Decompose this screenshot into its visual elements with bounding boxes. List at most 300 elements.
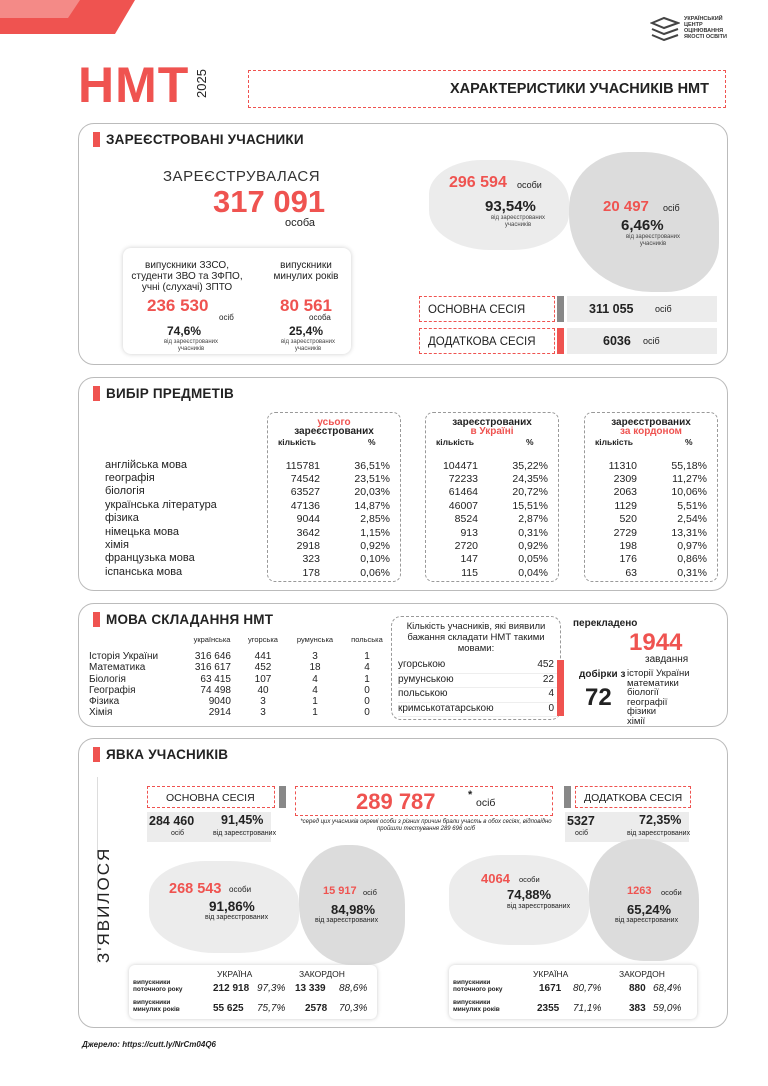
group2-note: від зареєстрованих учасників xyxy=(280,339,336,352)
subject-value-row xyxy=(430,472,554,485)
subject-ua-pct: 0,92% xyxy=(518,540,548,553)
registered-card xyxy=(78,123,728,365)
subject-value-row xyxy=(589,513,713,526)
language-subject: Географія xyxy=(89,684,136,696)
language-subject: Фізика xyxy=(89,696,120,708)
att-extra-ua-value: 4064 xyxy=(481,871,510,886)
att-main-r1-ua-pct: 97,3% xyxy=(257,983,286,994)
sets-subject: географії xyxy=(627,696,668,708)
registered-total: 317 091 xyxy=(213,184,326,219)
att-total-unit: осіб xyxy=(476,797,496,809)
extra-session-label: ДОДАТКОВА СЕСІЯ xyxy=(428,336,536,348)
att-main-note: від зареєстрованих xyxy=(213,830,277,837)
attended-vertical-label: З'ЯВИЛОСЯ xyxy=(94,846,113,963)
language-count: 3 xyxy=(312,651,318,663)
language-count: 4 xyxy=(364,662,370,674)
wish-list xyxy=(398,659,558,717)
att-extra-abroad-pct: 65,24% xyxy=(627,902,672,917)
subject-ua-pct: 15,51% xyxy=(512,499,548,512)
language-count: 1 xyxy=(312,696,318,708)
logo-line-2: ЦЕНТР xyxy=(684,22,703,28)
col1-title-a: усього xyxy=(317,417,351,428)
att-extra-label: ДОДАТКОВА СЕСІЯ xyxy=(584,792,683,804)
header-title-box xyxy=(248,70,726,108)
language-count: 3 xyxy=(260,707,266,719)
subject-ua-qty: 147 xyxy=(460,553,478,566)
group2-unit: особа xyxy=(309,313,331,322)
subject-abroad-pct: 2,54% xyxy=(677,513,707,526)
subject-value-row xyxy=(272,459,396,472)
corner-decoration xyxy=(0,0,135,40)
att-main-r2-ua-pct: 75,7% xyxy=(257,1003,286,1014)
abroad-unit: осіб xyxy=(663,203,680,213)
sets-subject: математики xyxy=(627,677,679,689)
subject-name: географія xyxy=(105,472,155,485)
language-row xyxy=(89,651,391,662)
language-count: 40 xyxy=(257,684,269,696)
ukraine-pct: 93,54% xyxy=(485,198,536,215)
att-extra-r1-abroad: 880 xyxy=(629,983,646,994)
subject-value-row xyxy=(430,553,554,566)
language-count: 3 xyxy=(260,696,266,708)
att-extra-col-abroad: ЗАКОРДОН xyxy=(619,969,665,979)
subject-total-qty: 63527 xyxy=(290,486,320,499)
source-link[interactable]: Джерело: https://cutt.ly/NrCm04Q6 xyxy=(82,1040,216,1049)
subject-row xyxy=(105,525,217,538)
subjects-total-box xyxy=(267,412,401,582)
subject-total-qty: 3642 xyxy=(296,526,320,539)
subjects-card xyxy=(78,377,728,591)
language-count: 1 xyxy=(364,673,370,685)
subject-abroad-qty: 11310 xyxy=(608,459,637,472)
att-extra-breakdown xyxy=(449,965,697,1019)
languages-card xyxy=(78,603,728,727)
language-count: 0 xyxy=(364,696,370,708)
att-extra-ua-pct: 74,88% xyxy=(507,887,552,902)
lang-header-ua: українська xyxy=(193,635,231,645)
extra-session-box xyxy=(419,328,555,354)
subject-name: німецька мова xyxy=(105,525,179,538)
group2-value: 80 561 xyxy=(280,296,332,315)
subject-ua-pct: 35,22% xyxy=(512,459,548,472)
logo-line-4: ЯКОСТІ ОСВІТИ xyxy=(684,34,727,40)
translated-value: 1944 xyxy=(629,629,683,656)
translated-label: перекладено xyxy=(573,618,638,629)
wish-title: Кількість учасників, які виявили бажання складати НМТ такими мовами: xyxy=(406,621,546,654)
language-count: 0 xyxy=(364,684,370,696)
subject-value-row xyxy=(272,499,396,512)
col3-pct-label: % xyxy=(685,437,693,447)
att-main-ua-pct: 91,86% xyxy=(209,899,255,914)
group1-note: від зареєстрованих учасників xyxy=(163,339,219,352)
col1-pct-label: % xyxy=(368,437,376,447)
lang-header-hu: угорська xyxy=(248,635,278,645)
registered-label: ЗАРЕЄСТРУВАЛАСЯ xyxy=(163,168,321,185)
col1-qty-label: кількість xyxy=(278,437,316,447)
subject-abroad-pct: 10,06% xyxy=(671,486,707,499)
group1-unit: осіб xyxy=(219,313,234,322)
subject-value-row xyxy=(589,472,713,485)
subjects-ua-box xyxy=(425,412,559,582)
sets-subject: хімії xyxy=(627,715,646,727)
subject-value-row xyxy=(430,499,554,512)
subject-total-qty: 323 xyxy=(302,553,320,566)
subject-value-row xyxy=(589,553,713,566)
att-main-r2-abroad-pct: 70,3% xyxy=(339,1003,368,1014)
att-extra-europe-map xyxy=(589,839,699,961)
att-main-ua-note: від зареєстрованих xyxy=(205,914,269,921)
subject-total-qty: 74542 xyxy=(290,473,320,486)
wish-item xyxy=(398,703,558,718)
sets-subjects-list xyxy=(627,669,690,726)
subject-value-row xyxy=(589,539,713,552)
att-main-col-ua: УКРАЇНА xyxy=(217,969,253,979)
att-main-row1-label: випускники поточного року xyxy=(133,979,183,993)
att-extra-abroad-unit: особи xyxy=(661,888,682,897)
att-main-value: 284 460 xyxy=(149,814,195,828)
subjects-total-table xyxy=(272,459,396,580)
att-main-ua-unit: особи xyxy=(229,885,252,894)
logo-line-3: ОЦІНЮВАННЯ xyxy=(684,28,724,34)
language-count: 63 415 xyxy=(200,673,231,685)
logo-line-1: УКРАЇНСЬКИЙ xyxy=(684,16,723,22)
att-extra-abroad-value: 1263 xyxy=(627,885,652,897)
subject-row xyxy=(105,552,217,565)
subject-total-pct: 1,15% xyxy=(360,526,390,539)
att-main-abroad-pct: 84,98% xyxy=(331,902,376,917)
subject-ua-qty: 46007 xyxy=(448,499,478,512)
subject-value-row xyxy=(272,553,396,566)
subject-value-row xyxy=(589,526,713,539)
wish-box xyxy=(391,616,561,720)
language-row xyxy=(89,662,391,673)
subject-ua-pct: 24,35% xyxy=(512,473,548,486)
subject-total-qty: 47136 xyxy=(290,499,320,512)
sets-value: 72 xyxy=(585,684,612,711)
language-count: 18 xyxy=(309,662,321,674)
att-extra-ua-unit: особи xyxy=(519,875,540,884)
subject-abroad-pct: 0,31% xyxy=(677,566,707,579)
att-main-pct: 91,45% xyxy=(221,813,264,827)
subject-abroad-qty: 1129 xyxy=(614,499,637,512)
language-count: 2914 xyxy=(208,707,231,719)
subject-abroad-qty: 176 xyxy=(619,553,637,566)
att-extra-abroad-note: від зареєстрованих xyxy=(615,917,679,924)
subject-value-row xyxy=(589,486,713,499)
subject-ua-qty: 2720 xyxy=(454,540,478,553)
subject-value-row xyxy=(272,513,396,526)
col2-title-a: зареєстрованих xyxy=(452,417,532,428)
subject-row xyxy=(105,471,217,484)
att-main-abroad-note: від зареєстрованих xyxy=(315,917,379,924)
group2-pct: 25,4% xyxy=(289,324,324,338)
extra-session-value: 6036 xyxy=(603,334,631,348)
language-count: 452 xyxy=(254,662,272,674)
subject-value-row xyxy=(272,526,396,539)
languages-section-title: МОВА СКЛАДАННЯ НМТ xyxy=(93,612,273,627)
subject-value-row xyxy=(430,566,554,579)
language-count: 4 xyxy=(312,673,318,685)
sets-subject: історії України xyxy=(627,668,690,679)
language-count: 1 xyxy=(364,651,370,663)
wish-item xyxy=(398,688,558,703)
subject-value-row xyxy=(430,459,554,472)
language-row xyxy=(89,707,391,718)
subject-value-row xyxy=(430,526,554,539)
subject-row xyxy=(105,512,217,525)
wish-item xyxy=(398,674,558,689)
subject-total-pct: 14,87% xyxy=(354,499,390,512)
col3-title-b: за кордоном xyxy=(620,426,682,437)
group2-label: випускники минулих років xyxy=(273,260,339,282)
subject-abroad-pct: 55,18% xyxy=(671,459,707,472)
wish-count: 4 xyxy=(548,688,554,699)
wish-count: 22 xyxy=(542,673,554,685)
wish-count: 0 xyxy=(548,702,554,714)
att-main-abroad-unit: осіб xyxy=(363,888,377,897)
registered-section-title: ЗАРЕЄСТРОВАНІ УЧАСНИКИ xyxy=(93,132,304,147)
att-main-col-abroad: ЗАКОРДОН xyxy=(299,969,345,979)
att-main-r2-abroad: 2578 xyxy=(305,1003,328,1014)
translated-unit: завдання xyxy=(645,654,689,665)
brand-year: 2025 xyxy=(194,69,209,98)
logo-icon xyxy=(650,15,680,41)
vertical-label-wrap xyxy=(94,777,117,963)
language-count: 441 xyxy=(254,651,272,663)
att-main-r1-abroad-pct: 88,6% xyxy=(339,983,368,994)
abroad-note: від зареєстрованих учасників xyxy=(625,234,681,247)
subject-row xyxy=(105,498,217,511)
subject-abroad-pct: 0,86% xyxy=(677,553,707,566)
subject-total-pct: 0,06% xyxy=(360,566,390,579)
subject-name: іспанська мова xyxy=(105,565,183,578)
wish-count: 452 xyxy=(537,659,554,670)
languages-table xyxy=(89,634,391,718)
group1-label: випускники ЗЗСО, студенти ЗВО та ЗФПО, учні (слухачі) ЗПТО xyxy=(131,260,243,293)
att-total-star: * xyxy=(468,789,473,801)
main-session-divider xyxy=(557,296,564,322)
att-extra-r1-ua: 1671 xyxy=(539,983,562,994)
subject-value-row xyxy=(272,566,396,579)
subject-value-row xyxy=(430,486,554,499)
att-extra-r2-abroad-pct: 59,0% xyxy=(653,1003,682,1014)
att-extra-r2-ua-pct: 71,1% xyxy=(573,1003,602,1014)
abroad-value: 20 497 xyxy=(603,198,649,215)
att-main-r2-ua: 55 625 xyxy=(213,1003,244,1014)
subject-abroad-qty: 2309 xyxy=(613,473,637,486)
subject-value-row xyxy=(589,566,713,579)
ukraine-note: від зареєстрованих учасників xyxy=(490,215,546,228)
att-extra-row1-label: випускники поточного року xyxy=(453,979,503,993)
subject-abroad-qty: 198 xyxy=(619,540,637,553)
subject-row xyxy=(105,565,217,578)
subject-name: англійська мова xyxy=(105,458,187,471)
att-main-r1-abroad: 13 339 xyxy=(295,983,326,994)
main-session-unit: осіб xyxy=(655,304,672,314)
subject-ua-pct: 2,87% xyxy=(518,513,548,526)
main-session-value: 311 055 xyxy=(589,302,634,316)
subject-ua-qty: 104471 xyxy=(442,459,478,472)
extra-session-unit: осіб xyxy=(643,336,660,346)
attendance-section-title: ЯВКА УЧАСНИКІВ xyxy=(93,747,228,762)
extra-session-divider xyxy=(557,328,564,354)
subject-total-qty: 2918 xyxy=(296,540,320,553)
subject-name: французька мова xyxy=(105,552,195,565)
subject-ua-pct: 20,72% xyxy=(512,486,548,499)
subject-ua-pct: 0,04% xyxy=(518,566,548,579)
subject-abroad-qty: 2729 xyxy=(613,526,637,539)
att-total-box xyxy=(295,786,553,816)
language-row xyxy=(89,674,391,685)
main-session-value-box xyxy=(567,296,717,322)
language-count: 316 617 xyxy=(194,662,231,674)
subject-total-pct: 20,03% xyxy=(354,486,390,499)
att-main-ua-value: 268 543 xyxy=(169,881,222,897)
lang-header-ro: румунська xyxy=(296,635,334,645)
subject-ua-qty: 61464 xyxy=(448,486,478,499)
language-subject: Хімія xyxy=(89,707,113,719)
brand-year-wrap xyxy=(196,62,210,110)
subject-name: українська література xyxy=(105,498,217,511)
subject-total-pct: 2,85% xyxy=(360,513,390,526)
att-extra-col-ua: УКРАЇНА xyxy=(533,969,569,979)
att-main-abroad-value: 15 917 xyxy=(323,885,357,897)
subject-total-qty: 178 xyxy=(302,566,320,579)
att-extra-r2-ua: 2355 xyxy=(537,1003,560,1014)
wish-accent xyxy=(557,660,564,716)
wish-language: румунською xyxy=(398,673,454,685)
ukraine-value: 296 594 xyxy=(449,174,507,191)
att-extra-pct: 72,35% xyxy=(639,813,682,827)
group1-value: 236 530 xyxy=(147,296,209,315)
wish-language: польською xyxy=(398,688,448,699)
language-count: 74 498 xyxy=(200,684,231,696)
col2-qty-label: кількість xyxy=(436,437,474,447)
subject-abroad-qty: 2063 xyxy=(613,486,637,499)
main-session-box xyxy=(419,296,555,322)
att-extra-r1-abroad-pct: 68,4% xyxy=(653,983,682,994)
subject-row xyxy=(105,485,217,498)
page-title: ХАРАКТЕРИСТИКИ УЧАСНИКІВ НМТ xyxy=(449,81,709,97)
att-main-box xyxy=(147,786,275,808)
language-subject: Історія України xyxy=(89,651,159,663)
main-session-label: ОСНОВНА СЕСІЯ xyxy=(428,304,526,316)
subject-ua-pct: 0,31% xyxy=(518,526,548,539)
language-row xyxy=(89,685,391,696)
att-extra-ua-note: від зареєстрованих xyxy=(507,903,571,910)
subject-abroad-qty: 520 xyxy=(619,513,637,526)
language-count: 1 xyxy=(312,707,318,719)
att-extra-note: від зареєстрованих xyxy=(627,830,691,837)
language-count: 0 xyxy=(364,707,370,719)
subject-abroad-pct: 13,31% xyxy=(671,526,707,539)
subject-total-pct: 23,51% xyxy=(354,473,390,486)
att-main-r1-ua: 212 918 xyxy=(213,983,250,994)
subject-value-row xyxy=(589,459,713,472)
subject-abroad-pct: 5,51% xyxy=(677,499,707,512)
wish-language: кримськотатарською xyxy=(398,702,494,714)
subject-ua-qty: 8524 xyxy=(454,513,478,526)
subject-value-row xyxy=(589,499,713,512)
subject-name: хімія xyxy=(105,539,129,552)
extra-session-value-box xyxy=(567,328,717,354)
wish-item xyxy=(398,659,558,674)
att-main-unit: осіб xyxy=(171,830,184,837)
registered-groups-box xyxy=(123,248,351,354)
subject-ua-qty: 72233 xyxy=(448,473,478,486)
subjects-section-title: ВИБІР ПРЕДМЕТІВ xyxy=(93,386,234,401)
ukraine-unit: особи xyxy=(517,180,542,190)
att-main-row2-label: випускники минулих років xyxy=(133,999,180,1013)
att-main-breakdown xyxy=(129,965,377,1019)
att-extra-unit: осіб xyxy=(575,830,588,837)
att-main-divider xyxy=(279,786,286,808)
language-count: 316 646 xyxy=(194,651,231,663)
col1-title-b: зареєстрованих xyxy=(294,426,374,437)
subject-ua-qty: 913 xyxy=(460,526,478,539)
subject-value-row xyxy=(272,539,396,552)
att-main-label: ОСНОВНА СЕСІЯ xyxy=(166,792,255,804)
subject-row xyxy=(105,538,217,551)
subject-name: біологія xyxy=(105,485,145,498)
language-count: 9040 xyxy=(208,696,231,708)
att-extra-r1-ua-pct: 80,7% xyxy=(573,983,602,994)
attendance-card xyxy=(78,738,728,1028)
wish-language: угорською xyxy=(398,659,446,670)
language-count: 107 xyxy=(254,673,272,685)
att-total-value: 289 787 xyxy=(356,789,436,814)
col3-qty-label: кількість xyxy=(595,437,633,447)
language-count: 4 xyxy=(312,684,318,696)
sets-subject: біології xyxy=(627,687,659,698)
subjects-ua-table xyxy=(430,459,554,580)
subject-abroad-pct: 0,97% xyxy=(677,540,707,553)
subject-total-pct: 0,92% xyxy=(360,540,390,553)
subject-abroad-qty: 63 xyxy=(625,566,637,579)
att-extra-box xyxy=(575,786,691,808)
brand-title: НМТ xyxy=(78,57,190,113)
ucoz-logo xyxy=(650,15,727,41)
registered-unit: особа xyxy=(285,217,316,229)
lang-header-pl: польська xyxy=(351,635,383,645)
subject-value-row xyxy=(272,472,396,485)
abroad-pct: 6,46% xyxy=(621,217,664,234)
subject-row xyxy=(105,458,217,471)
subject-ua-pct: 0,05% xyxy=(518,553,548,566)
language-subject: Математика xyxy=(89,662,146,674)
col3-title-a: зареєстрованих xyxy=(611,417,691,428)
subject-ua-qty: 115 xyxy=(461,566,478,579)
subject-abroad-pct: 11,27% xyxy=(672,473,707,486)
subjects-abroad-table xyxy=(589,459,713,580)
language-row xyxy=(89,696,391,707)
subject-value-row xyxy=(430,513,554,526)
col2-title-b: в Україні xyxy=(470,426,514,437)
subject-total-pct: 0,10% xyxy=(360,553,390,566)
sets-label: добірки з xyxy=(579,669,626,680)
language-subject: Біологія xyxy=(89,673,126,685)
col2-pct-label: % xyxy=(526,437,534,447)
att-extra-divider xyxy=(564,786,571,808)
subjects-names-table xyxy=(105,458,217,579)
subject-total-pct: 36,51% xyxy=(354,459,390,472)
subject-total-qty: 115781 xyxy=(285,459,320,472)
subjects-abroad-box xyxy=(584,412,718,582)
subject-total-qty: 9044 xyxy=(296,513,320,526)
att-extra-value: 5327 xyxy=(567,814,595,828)
att-extra-row2-label: випускники минулих років xyxy=(453,999,500,1013)
group1-pct: 74,6% xyxy=(167,324,202,338)
